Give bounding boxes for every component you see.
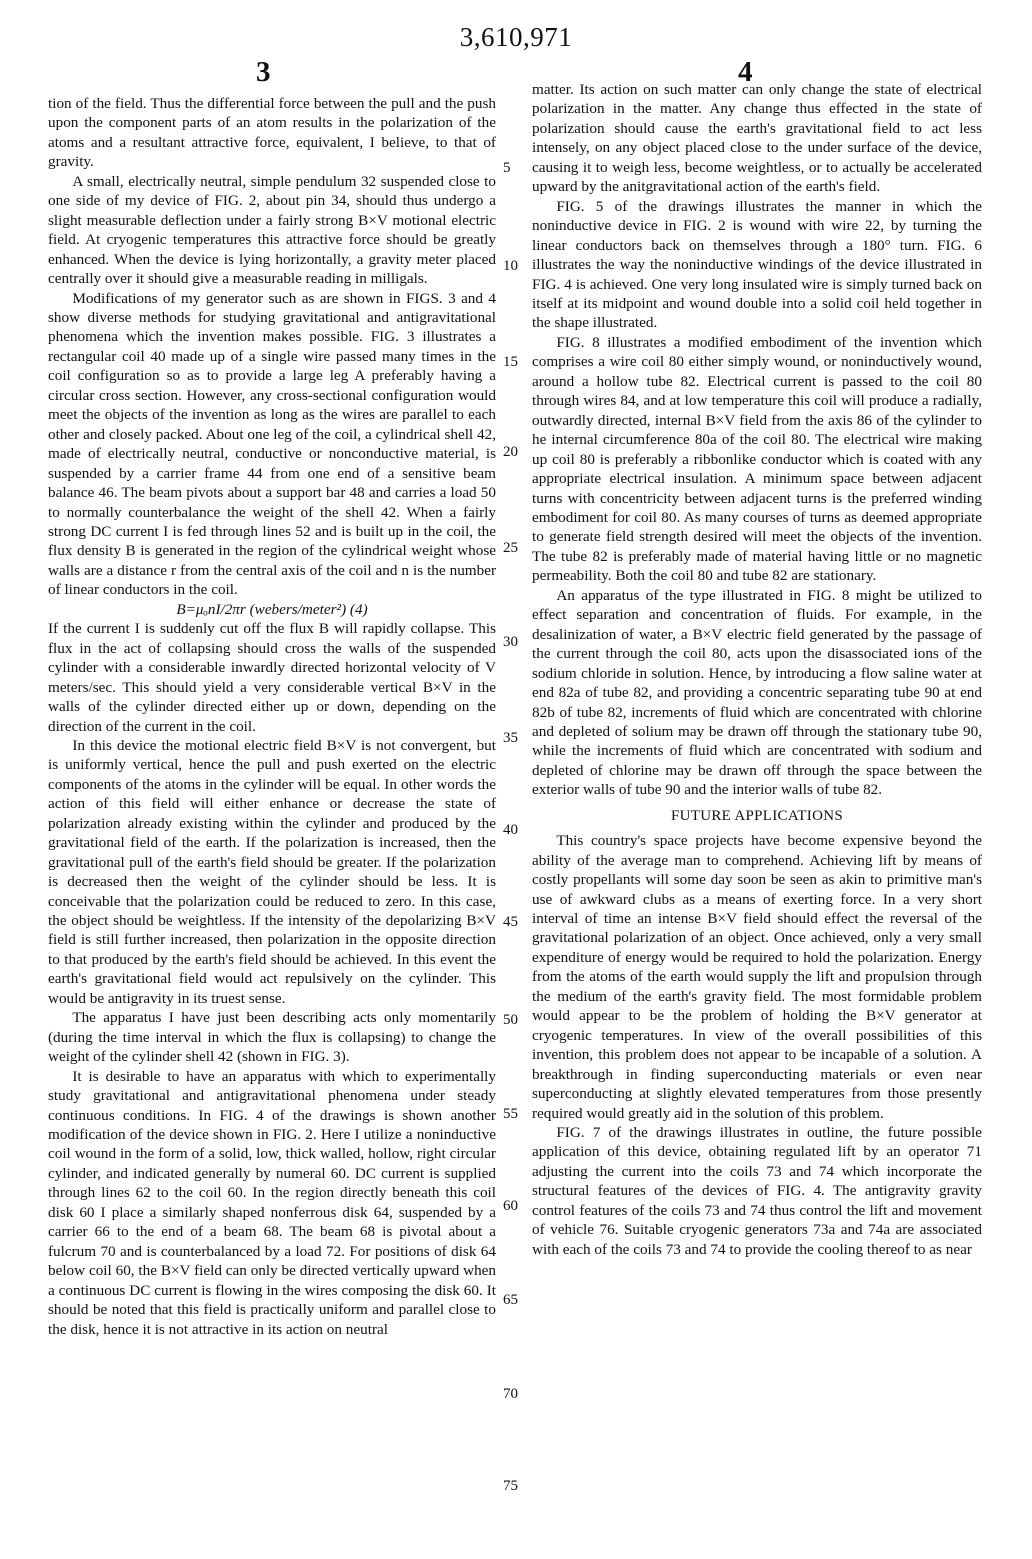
line-number: 65 <box>503 1292 518 1308</box>
line-number: 45 <box>503 914 518 930</box>
line-number: 50 <box>503 1012 518 1028</box>
paragraph: FIG. 7 of the drawings illustrates in outline, the future possible application of this device, obtaining regulated lift by an operator 71 adjusting the current into the coils 73 and 74 which incorporate the structural features of the devices of FIG. 4. The antigravity gravity control features of the coils 73 and 74 thus control the lift and movement of vehicle 76. Suitable cryogenic generators 73a and 74a are associated with each of the coils 73 and 74 to provide the cooling thereof to as near <box>532 1124 982 1258</box>
line-number: 40 <box>503 822 518 838</box>
section-heading: FUTURE APPLICATIONS <box>671 807 843 824</box>
line-number: 10 <box>503 258 518 274</box>
line-number: 15 <box>503 354 518 370</box>
paragraph: This country's space projects have become expensive beyond the ability of the average man to comprehend. Achieving lift by means of costly propellants will some day soon be seen as akin to primitive man's use of awkward clubs as a means of exerting force. In a very short interval of time an intense B×V field should effect the reversal of the gravitational polarization of an object. Once achieved, only a very small expenditure of energy would be required to hold the polarization. Energy from the atoms of the earth would supply the lift and propulsion through the medium of the earth's gravity field. The most formidable problem would appear to be the problem of holding the B×V generator at cryogenic temperatures. In view of the overall possibilities of this invention, this problem does not appear to be incapable of a solution. A breakthrough in finding superconducting materials or even near superconducting at slightly elevated temperatures from those presently required would greatly aid in the solution of this problem. <box>532 832 982 1122</box>
paragraph: An apparatus of the type illustrated in FIG. 8 might be utilized to effect separation and concentration of fluids. For example, in the desalinization of water, a B×V electric field generated by the passage of the current through the coil 80, acts upon the disassociated ions of the sodium chloride in solution. Hence, by introducing a flow saline water at end 82a of tube 82, and providing a concentric separating tube 90 at end 82b of tube 82, increments of fluid which are concentrated with chlorine and depleted of solium may be drawn off through the stationary tube 90, while the increments of fluid which are concentrated with sodium and depleted of chlorine may be drawn off through the space between the exterior walls of tube 90 and the interior walls of tube 82. <box>532 586 982 799</box>
paragraph: FIG. 5 of the drawings illustrates the manner in which the noninductive device in FIG. 2 is wound with wire 22, by turning the linear conductors back on themselves through a 180° turn. FIG. 6 illustrates the way the noninductive windings of the device illustrated in FIG. 4 is achieved. One very long insulated wire is simply turned back on itself at its midpoint and wound double into a solid coil held together in the shape illustrated. <box>532 197 982 332</box>
patent-number: 3,610,971 <box>459 22 573 52</box>
paragraph: tion of the field. Thus the differential force between the pull and the push upon the component parts of an atom results in the polarization of the atoms and a resultant attractive force, equivalent, I believe, to that of gravity. <box>48 95 496 171</box>
paragraph: If the current I is suddenly cut off the flux B will rapidly collapse. This flux in the act of collapsing should cross the walls of the suspended cylinder with a considerable inwardly directed horizontal velocity of V meters/sec. This should yield a very considerable vertical B×V in the walls of the cylinder directed either up or down, depending on the direction of the current in the coil. <box>48 620 496 735</box>
line-number: 30 <box>503 634 518 650</box>
line-number: 60 <box>503 1198 518 1214</box>
paragraph: Modifications of my generator such as are shown in FIGS. 3 and 4 show diverse methods for studying gravitational and antigravitational phenomena which the invention makes possible. FIG. 3 illustrates a rectangular coil 40 made up of a single wire passed many times in the coil configuration so as to provide a large leg A preferably having a circular cross section. However, any cross-sectional configuration would meet the objects of the invention as long as the wires are parallel to each other and closely packed. About one leg of the coil, a cylindrical shell 42, made of electrically neutral, conductive or nonconductive material, is suspended by a carrier frame 44 from one end of a sensitive beam balance 46. The beam pivots about a support bar 48 and carries a load 50 to normally counterbalance the weight of the shell 42. When a fairly strong DC current I is fed through lines 52 and is built up in the coil, the flux density B is generated in the region of the cylindrical weight whose walls are a distance r from the central axis of the coil and n is the number of linear conductors in the coil. <box>48 289 496 599</box>
line-number: 75 <box>503 1478 518 1494</box>
line-number: 35 <box>503 730 518 746</box>
paragraph: FIG. 8 illustrates a modified embodiment of the invention which comprises a wire coil 80 either simply wound, or noninductively wound, around a hollow tube 82. Electrical current is passed to the coil 80 through wires 84, and at low temperature this coil will produce a radially, outwardly directed, internal B×V field from the axis 86 of the cylinder to he internal circumference 80a of the coil 80. The electrical wire making up coil 80 is preferably a ribbonlike conductor which is coated with any appropriate electrical insulation. A minimum space between adjacent turns with concentricity between adjacent turns is the preferred winding embodiment for coil 80. As many courses of turns as deemed appropriate to generate field strength desired will meet the objects of the invention. The tube 82 is preferably made of material having little or no magnetic permeability. Both the coil 80 and tube 82 are stationary. <box>532 333 982 585</box>
line-number: 25 <box>503 540 518 556</box>
paragraph: matter. Its action on such matter can only change the state of electrical polarization in the matter. Any change thus effected in the state of polarization should cause the earth's gravitational field to act less intensely, on any object placed close to the under surface of the device, causing it to weigh less, become weightless, or to actually be accelerated upward by the anitgravitational action of the earth's field. <box>532 81 982 196</box>
left-column <box>48 94 496 1339</box>
column-number-right: 4 <box>738 56 753 88</box>
line-number: 5 <box>503 160 511 176</box>
line-number: 20 <box>503 444 518 460</box>
paragraph: In this device the motional electric field B×V is not convergent, but is uniformly vertical, hence the pull and push exerted on the electric components of the atoms in the cylinder will be equal. In other words the action of this field will either enhance or decrease the state of polarization already existing within the cylinder and produced by the gravitational field of the earth. If the polarization is increased, then the gravitational pull of the earth's field should be greater. If the polarization is decreased then the weight of the cylinder should be less. It is conceivable that the polarization could be reduced to zero. In this case, the object should be weightless. If the intensity of the depolarizing B×V field is still further increased, then polarization in the opposite direction to that produced by the earth's field should be achieved. In this event the earth's gravitational field would act repulsively on the cylinder. This would be antigravity in its truest sense. <box>48 736 496 1007</box>
paragraph: A small, electrically neutral, simple pendulum 32 suspended close to one side of my device of FIG. 2, about pin 34, should thus undergo a slight measurable deflection under a fairly strong B×V motional electric field. At cryogenic temperatures this attractive force should be greatly enhanced. When the device is lying horizontally, a gravity meter placed centrally over it should give a measurable reading in milligals. <box>48 172 496 288</box>
line-number: 70 <box>503 1386 518 1402</box>
paragraph: The apparatus I have just been describing acts only momentarily (during the time interval in which the flux is collapsing) to change the weight of the cylinder shell 42 (shown in FIG. 3). <box>48 1009 496 1066</box>
right-column <box>532 80 982 1259</box>
paragraph: It is desirable to have an apparatus with which to experimentally study gravitational and antigravitational phenomena under steady continuous conditions. In FIG. 4 of the drawings is shown another modification of the device shown in FIG. 2. Here I utilize a noninductive coil wound in the form of a solid, low, thick walled, hollow, right circular cylinder, and indicated generally by numeral 60. DC current is supplied through lines 62 to the coil 60. In the region directly beneath this coil disk 60 I place a similarly shaped nonferrous disk 64, suspended by a carrier 66 to the end of a beam 68. The beam 68 is pivotal about a fulcrum 70 and is counterbalanced by a load 72. For positions of disk 64 below coil 60, the B×V field can only be directed vertically upward when a continuous DC current is flowing in the wires composing the disk 60. It should be noted that this field is practically uniform and parallel close to the disk, hence it is not attractive in its action on neutral <box>48 1067 496 1338</box>
column-number-left: 3 <box>256 56 271 88</box>
equation: B=μₒnI/2πr (webers/meter²) (4) <box>176 600 368 618</box>
line-number: 55 <box>503 1106 518 1122</box>
